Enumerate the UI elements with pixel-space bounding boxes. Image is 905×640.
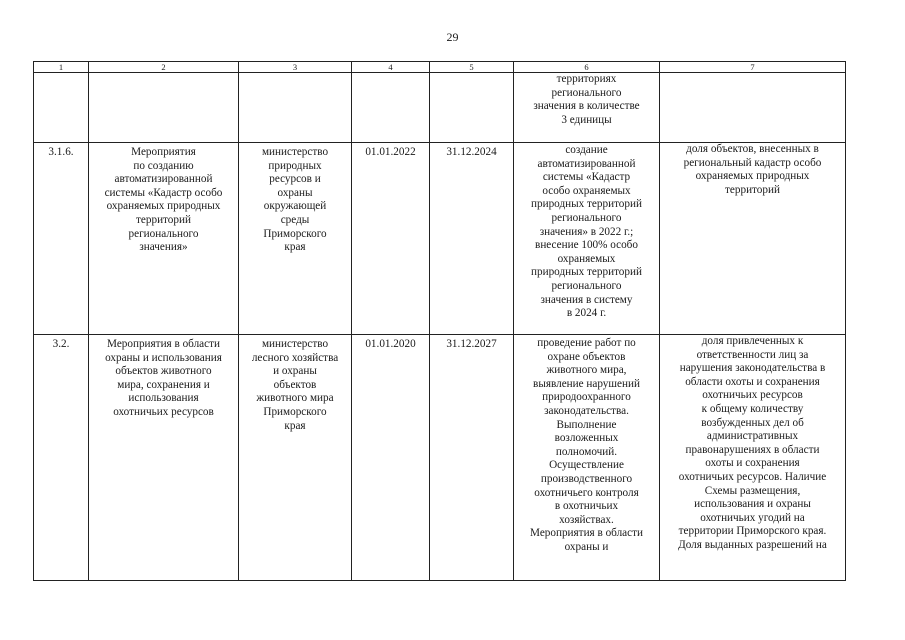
- cell-number: [34, 73, 89, 143]
- cell-activity-name: Мероприятия по созданию автоматизированной системы «Кадастр особо охраняемых природных территорий регионального значения»: [89, 143, 239, 335]
- cell-expected-result: территориях регионального значения в количестве 3 единицы: [514, 73, 660, 143]
- cell-executor: [239, 73, 352, 143]
- table-row-3-1-6: [34, 143, 846, 335]
- cell-executor: министерство лесного хозяйства и охраны объектов животного мира Приморского края: [239, 335, 352, 581]
- cell-number: 3.2.: [34, 335, 89, 581]
- cell-indicator: доля объектов, внесенных в региональный кадастр особо охраняемых природных территорий: [660, 143, 846, 335]
- cell-indicator: [660, 73, 846, 143]
- cell-executor: министерство природных ресурсов и охраны окружающей среды Приморского края: [239, 143, 352, 335]
- column-header: 3: [239, 62, 352, 73]
- column-header: 1: [34, 62, 89, 73]
- column-header: 4: [352, 62, 430, 73]
- cell-end-date: [430, 73, 514, 143]
- column-number-row: [34, 62, 846, 73]
- cell-start-date: 01.01.2020: [352, 335, 430, 581]
- cell-end-date: 31.12.2027: [430, 335, 514, 581]
- cell-activity-name: Мероприятия в области охраны и использования объектов животного мира, сохранения и использования охотничьих ресурсов: [89, 335, 239, 581]
- page-number: 29: [446, 30, 459, 44]
- column-header: 7: [660, 62, 846, 73]
- table-row-3-2: [34, 335, 846, 581]
- cell-expected-result: проведение работ по охране объектов животного мира, выявление нарушений природоохранного законодательства. Выполнение возложенных полномочий. Осуществление производственного охотничьего контроля в охотничьих хозяйствах. Мероприятия в области охраны и: [514, 335, 660, 581]
- cell-start-date: 01.01.2022: [352, 143, 430, 335]
- program-table: [33, 61, 846, 581]
- column-header: 6: [514, 62, 660, 73]
- cell-start-date: [352, 73, 430, 143]
- cell-number: 3.1.6.: [34, 143, 89, 335]
- cell-end-date: 31.12.2024: [430, 143, 514, 335]
- column-header: 2: [89, 62, 239, 73]
- table-row-continuation: [34, 73, 846, 143]
- cell-indicator: доля привлеченных к ответственности лиц за нарушения законодательства в области охоты и сохранения охотничьих ресурсов к общему количеству возбужденных дел об административных правонарушениях в области охоты и сохранения охотничьих ресурсов. Наличие Схемы размещения, использования и охраны охотничьих угодий на территории Приморского края. Доля выданных разрешений на: [660, 335, 846, 581]
- column-header: 5: [430, 62, 514, 73]
- cell-activity-name: [89, 73, 239, 143]
- cell-expected-result: создание автоматизированной системы «Кадастр особо охраняемых природных территорий регионального значения» в 2022 г.; внесение 100% особо охраняемых природных территорий регионального значения в систему в 2024 г.: [514, 143, 660, 335]
